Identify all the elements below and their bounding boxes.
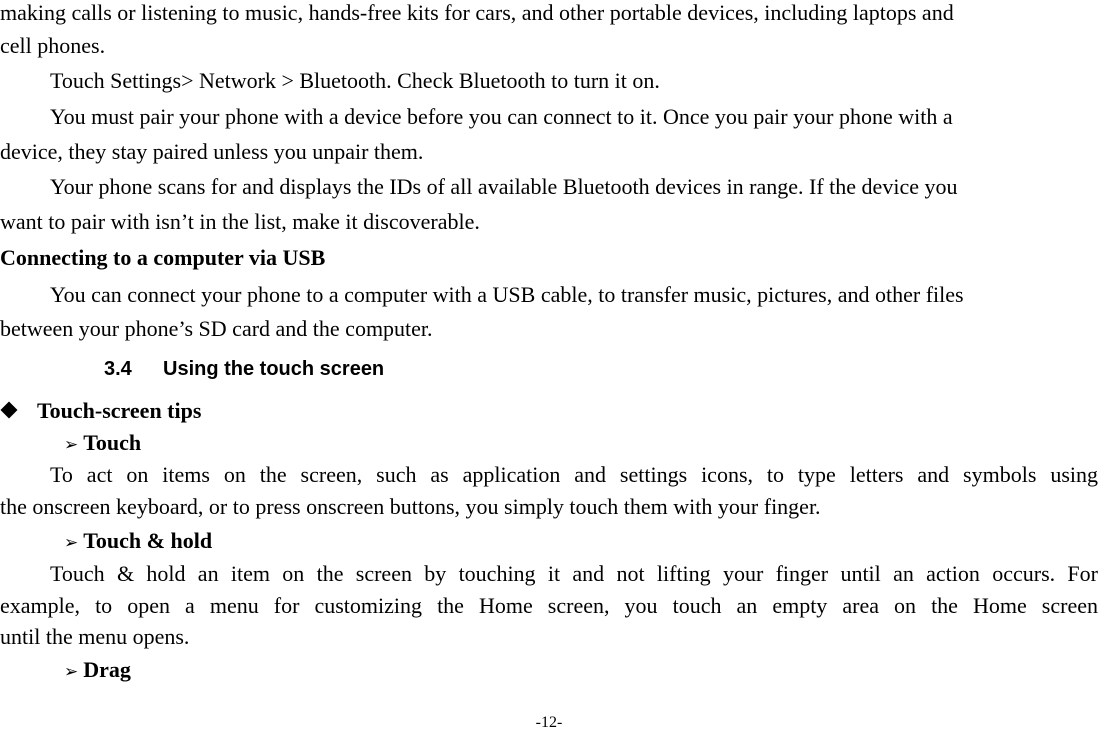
body-text-line: Touch & hold an item on the screen by touching it and not lifting your finger until an action occurs. For xyxy=(50,561,1098,586)
tips-heading-label: Touch-screen tips xyxy=(37,398,202,423)
body-text-line: the onscreen keyboard, or to press onscreen buttons, you simply touch them with your finger. xyxy=(0,494,821,519)
section-heading xyxy=(104,357,384,381)
body-text-line: Your phone scans for and displays the IDs of all available Bluetooth devices in range. If the device you xyxy=(50,174,958,199)
arrow-bullet-icon: ➢ xyxy=(64,435,79,455)
diamond-bullet-icon xyxy=(1,402,18,419)
touch-label: Touch xyxy=(83,430,142,455)
body-text-line: You can connect your phone to a computer with a USB cable, to transfer music, pictures, and other files xyxy=(50,282,964,307)
page-number: -12- xyxy=(535,714,563,731)
body-text-line: You must pair your phone with a device before you can connect to it. Once you pair your phone with a xyxy=(50,104,953,129)
arrow-bullet-icon: ➢ xyxy=(64,662,79,682)
body-text-line: example, to open a menu for customizing the Home screen, you touch an empty area on the Home screen xyxy=(0,593,1098,618)
usb-heading: Connecting to a computer via USB xyxy=(0,245,326,270)
touch-hold-subheading xyxy=(64,528,212,556)
touch-subheading xyxy=(64,430,141,458)
tips-heading xyxy=(0,398,201,424)
section-title: Using the touch screen xyxy=(163,358,385,380)
arrow-bullet-icon: ➢ xyxy=(64,533,79,553)
body-text-line: between your phone’s SD card and the computer. xyxy=(0,316,433,341)
body-text-line: making calls or listening to music, hands-free kits for cars, and other portable devices, including laptops and xyxy=(0,0,954,25)
body-text-line: cell phones. xyxy=(0,33,106,58)
drag-subheading xyxy=(64,657,131,685)
touch-hold-label: Touch & hold xyxy=(83,528,213,553)
section-number: 3.4 xyxy=(104,358,132,380)
body-text-line: Touch Settings> Network > Bluetooth. Check Bluetooth to turn it on. xyxy=(50,68,660,93)
body-text-line: want to pair with isn’t in the list, make it discoverable. xyxy=(0,209,480,234)
body-text-line: To act on items on the screen, such as application and settings icons, to type letters and symbols using xyxy=(50,462,1098,487)
drag-label: Drag xyxy=(83,657,131,682)
body-text-line: device, they stay paired unless you unpair them. xyxy=(0,139,424,164)
body-text-line: until the menu opens. xyxy=(0,624,190,649)
